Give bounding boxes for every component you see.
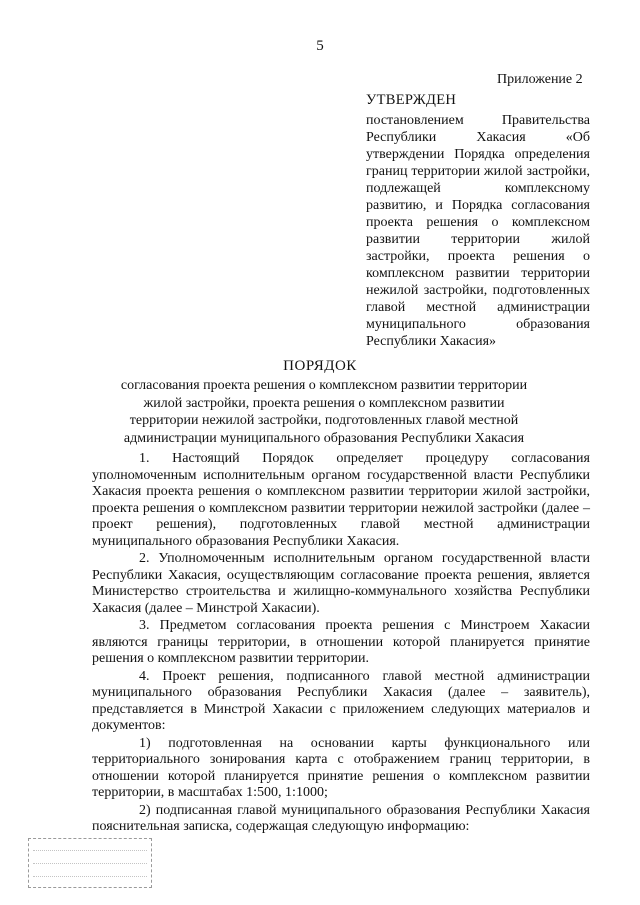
paragraph-4: 4. Проект решения, подписанного главой местной администрации муниципального образования Республики Хакасия (далее – заявитель), представляется в Минстрой Хакасии с приложением следующих материалов и документов: xyxy=(92,668,590,733)
document-title: ПОРЯДОК xyxy=(283,358,357,374)
paragraph-1: 1. Настоящий Порядок определяет процедуру согласования уполномоченным исполнительным органом государственной власти Республики Хакасия проекта решения о комплексном развитии территории жилой застройки, проекта решения о комплексном развитии территории нежилой застройки (далее – проект решения), подготовленных главой местной администрации муниципального образования Республики Хакасия. xyxy=(92,451,590,549)
paragraph-3: 3. Предметом согласования проекта решения с Минстроем Хакасии являются границы территории, в отношении которой планируется принятие решения о комплексном развитии территории. xyxy=(92,618,590,666)
page-number: 5 xyxy=(316,38,324,54)
approval-reference xyxy=(366,112,590,350)
paragraph-2: 2. Уполномоченным исполнительным органом государственной власти Республики Хакасия, осуществляющим согласование проекта решения, является Министерство строительства и жилищно-коммунального хозяйства Республики Хакасия (далее – Минстрой Хакасии). xyxy=(92,551,590,616)
approved-heading: УТВЕРЖДЕН xyxy=(366,92,457,108)
document-subtitle: согласования проекта решения о комплексном развитии территории жилой застройки, проекта решения о комплексном развитии территории нежилой застройки, подготовленных главой местной администрации муниципального образования Республики Хакасия xyxy=(120,378,528,446)
document-body xyxy=(92,451,590,837)
paragraph-4-item-1: 1) подготовленная на основании карты функционального или территориального зонирования карта с отображением границ территории, в отношении которой планируется принятие решения о комплексном развитии территории, в масштабах 1:500, 1:1000; xyxy=(92,735,590,800)
faded-stamp xyxy=(28,838,152,888)
approval-reference-text: постановлением Правительства Республики Хакасия «Об утверждении Порядка определения границ территории жилой застройки, подлежащей комплексному развитию, и Порядка согласования проекта решения о комплексном развитии территории жилой застройки, проекта решения о комплексном развитии территории нежилой застройки, подготовленных главой местной администрации муниципального образования Республики Хакасия» xyxy=(366,113,590,349)
paragraph-4-item-2: 2) подписанная главой муниципального образования Республики Хакасия пояснительная записка, содержащая следующую информацию: xyxy=(92,802,590,834)
appendix-label: Приложение 2 xyxy=(497,72,583,87)
